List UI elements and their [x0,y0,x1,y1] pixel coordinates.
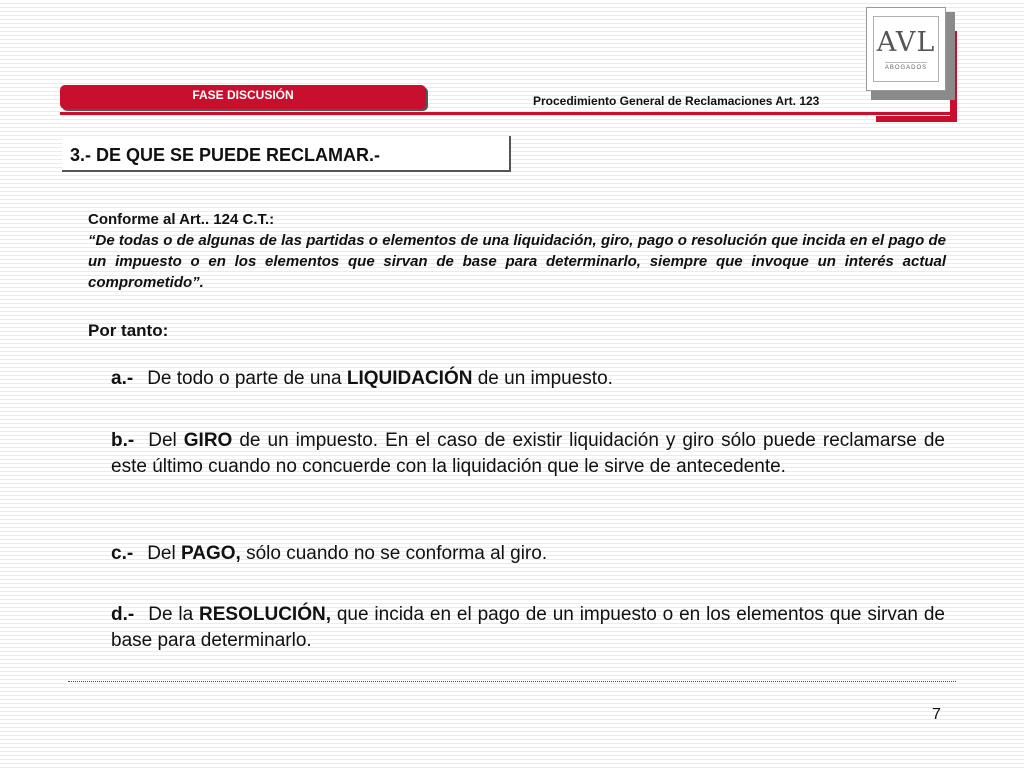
logo-inner-frame [873,16,939,82]
footer-divider [68,681,956,682]
item-keyword: RESOLUCIÓN, [199,604,331,625]
item-text: Del [147,543,181,564]
page-number: 7 [932,706,941,723]
logo-box [866,7,946,91]
item-label: b.- [111,430,135,451]
item-label: d.- [111,604,135,625]
item-text: De todo o parte de una [147,368,347,389]
header-divider [60,112,955,115]
item-text: sólo cuando no se conforma al giro. [240,543,548,564]
list-item [111,366,945,392]
item-text: Del [148,430,184,451]
item-text: de un impuesto. [472,368,613,389]
item-keyword: LIQUIDACIÓN [346,368,473,389]
procedure-title: Procedimiento General de Reclamaciones Art. 123 [533,94,820,108]
section-title: 3.- DE QUE SE PUEDE RECLAMAR.- [62,136,511,172]
item-text: De la [148,604,200,625]
list-item [111,602,945,654]
item-label: c.- [111,543,134,564]
list-item [111,541,945,567]
item-text: de un impuesto. En el caso de existir liquidación y giro sólo puede reclamarse de este último cuando no concuerde con la liquidación que le sirve de antecedente. [111,430,946,477]
item-label: a.- [111,368,134,389]
therefore-heading: Por tanto: [88,321,169,340]
logo-subtitle: ABOGADOS [885,62,927,71]
item-keyword: GIRO [183,430,233,451]
item-text: que incida en el pago de un impuesto o en los elementos que sirvan de base para determinarlo. [111,604,945,651]
law-reference: Conforme al Art.. 124 C.T.: [88,211,275,228]
item-keyword: PAGO, [180,543,241,564]
logo-letters: AVL [876,26,936,58]
logo-red-bar-bottom [876,116,957,122]
law-quote: “De todas o de algunas de las partidas o elementos de una liquidación, giro, pago o resolución que incida en el pago de un impuesto o en los elementos que sirvan de base para determinarlo, siempre que invoque un interés actual comprometido”. [88,232,946,291]
phase-label: FASE DISCUSIÓN [60,85,426,109]
list-item [111,428,945,480]
avl-logo [866,7,958,119]
